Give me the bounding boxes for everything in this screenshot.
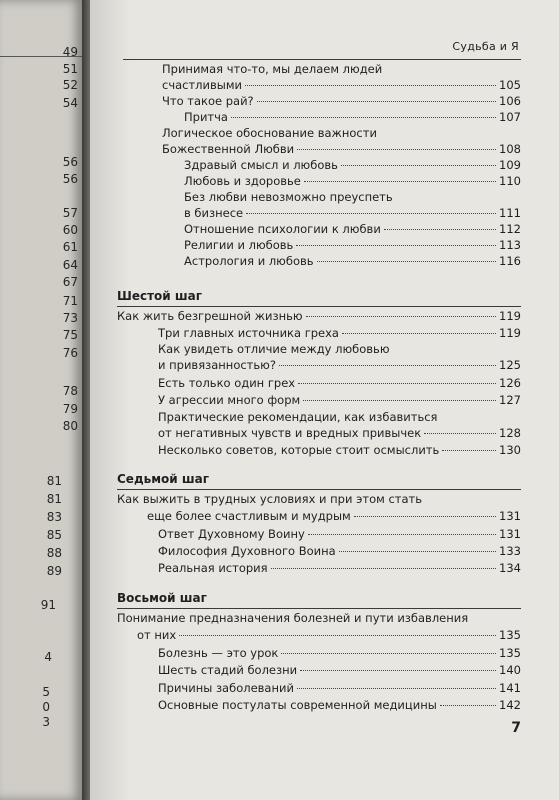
toc-entry <box>158 645 521 662</box>
left-page-number: 83 <box>46 510 62 524</box>
toc-entry-text: Как увидеть отличие между любовью <box>158 342 390 356</box>
left-page-number: 57 <box>62 206 78 220</box>
toc-entry-text: Что такое рай? <box>162 94 254 108</box>
section-rule <box>117 306 521 307</box>
section-rule <box>117 608 521 609</box>
toc-entry-text: Шесть стадий болезни <box>158 663 298 677</box>
left-page-number: 60 <box>62 223 78 237</box>
toc-entry-text: Практические рекомендации, как избавиться <box>158 410 438 424</box>
toc-page-number: 109 <box>499 158 521 172</box>
toc-entry <box>162 141 521 158</box>
leader-dots <box>304 181 496 182</box>
toc-entry <box>158 325 521 342</box>
section-title: Шестой шаг <box>117 289 202 303</box>
toc-entry-text: Философия Духовного Воина <box>158 544 336 558</box>
left-page-number: 0 <box>42 700 50 714</box>
toc-entry <box>158 357 521 374</box>
leader-dots <box>231 117 496 118</box>
left-page-number: 89 <box>46 564 62 578</box>
toc-page-number: 141 <box>499 681 521 695</box>
toc-page-number: 135 <box>499 646 521 660</box>
left-page-number: 71 <box>62 294 78 308</box>
leader-dots <box>354 516 496 517</box>
toc-entry-text: Здравый смысл и любовь <box>184 158 338 172</box>
toc-page-number: 119 <box>499 326 521 340</box>
toc-entry-text: Как выжить в трудных условиях и при этом стать <box>117 492 423 506</box>
toc-entry <box>184 109 521 126</box>
toc-entry-text: и привязанностью? <box>158 358 276 372</box>
toc-entry-text: Три главных источника греха <box>158 326 339 340</box>
leader-dots <box>342 333 496 334</box>
toc-entry-text: Ответ Духовному Воину <box>158 527 305 541</box>
toc-page-number: 107 <box>499 110 521 124</box>
toc-entry-text: Религии и любовь <box>184 238 294 252</box>
leader-dots <box>339 551 496 552</box>
toc-entry-text: еще более счастливым и мудрым <box>147 509 351 523</box>
leader-dots <box>281 653 496 654</box>
toc-entry-text: Принимая что-то, мы делаем людей <box>162 62 383 76</box>
toc-entry <box>117 308 521 325</box>
leader-dots <box>424 433 496 434</box>
leader-dots <box>271 568 496 569</box>
toc-entry <box>158 526 521 543</box>
toc-entry-text: Любовь и здоровье <box>184 174 301 188</box>
toc-entry-text: Без любви невозможно преуспеть <box>184 190 393 204</box>
toc-page-number: 106 <box>499 94 521 108</box>
leader-dots <box>298 383 496 384</box>
toc-entry-text: Основные постулаты современной медицины <box>158 698 437 712</box>
leader-dots <box>308 534 496 535</box>
toc-entry <box>158 680 521 697</box>
toc-entry-text: Причины заболеваний <box>158 681 294 695</box>
toc-entry-text: Отношение психологии к любви <box>184 222 381 236</box>
toc-page-number: 110 <box>499 174 521 188</box>
toc-page <box>90 0 559 800</box>
leader-dots <box>442 450 496 451</box>
toc-page-number: 127 <box>499 393 521 407</box>
left-page-number: 78 <box>62 384 78 398</box>
toc-entry <box>158 697 521 714</box>
left-page-number: 4 <box>44 650 52 664</box>
toc-page-number: 135 <box>499 628 521 642</box>
header-rule <box>123 59 521 60</box>
toc-entry-text: счастливыми <box>162 78 243 92</box>
left-page-number: 67 <box>62 275 78 289</box>
toc-entry-text: Есть только один грех <box>158 376 296 390</box>
toc-entry-text: У агрессии много форм <box>158 393 301 407</box>
toc-entry-text: Несколько советов, которые стоит осмыслить <box>158 443 440 457</box>
left-page-number: 54 <box>62 96 78 110</box>
book-gutter <box>82 0 90 800</box>
toc-entry-text: Реальная история <box>158 561 268 575</box>
toc-page-number: 131 <box>499 527 521 541</box>
toc-entry <box>184 253 521 270</box>
toc-entry-text: Болезнь — это урок <box>158 646 279 660</box>
running-header: Судьба и Я <box>452 40 519 53</box>
toc-page-number: 134 <box>499 561 521 575</box>
toc-entry <box>158 425 521 442</box>
leader-dots <box>246 213 496 214</box>
leader-dots <box>296 245 496 246</box>
toc-page-number: 128 <box>499 426 521 440</box>
left-page-number: 88 <box>46 546 62 560</box>
toc-page-number: 140 <box>499 663 521 677</box>
left-page-number: 52 <box>62 78 78 92</box>
toc-entry-text: Понимание предназначения болезней и пути избавления <box>117 611 469 625</box>
toc-page-number: 125 <box>499 358 521 372</box>
left-page-number: 80 <box>62 419 78 433</box>
left-page-number: 5 <box>42 685 50 699</box>
toc-page-number: 108 <box>499 142 521 156</box>
leader-dots <box>179 635 496 636</box>
toc-page-number: 116 <box>499 254 521 268</box>
toc-page-number: 131 <box>499 509 521 523</box>
leader-dots <box>245 85 496 86</box>
toc-entry <box>137 627 521 644</box>
toc-entry <box>158 543 521 560</box>
toc-entry-text: Астрология и любовь <box>184 254 314 268</box>
left-page-number: 3 <box>42 715 50 729</box>
left-page-number: 85 <box>46 528 62 542</box>
leader-dots <box>317 261 497 262</box>
toc-entry <box>147 508 521 525</box>
toc-page-number: 130 <box>499 443 521 457</box>
toc-entry <box>184 157 521 174</box>
toc-entry-text: Логическое обоснование важности <box>162 126 377 140</box>
toc-page-number: 105 <box>499 78 521 92</box>
toc-page-number: 111 <box>499 206 521 220</box>
left-page-number: 73 <box>62 311 78 325</box>
toc-entry <box>158 662 521 679</box>
toc-entry <box>158 442 521 459</box>
toc-entry <box>184 237 521 254</box>
leader-dots <box>384 229 496 230</box>
leader-dots <box>341 165 496 166</box>
left-page-number: 76 <box>62 346 78 360</box>
section-title: Восьмой шаг <box>117 591 207 605</box>
toc-entry-text: Как жить безгрешной жизнью <box>117 309 303 323</box>
toc-entry <box>184 221 521 238</box>
left-page-number: 91 <box>40 598 56 612</box>
leader-dots <box>279 365 496 366</box>
leader-dots <box>303 400 496 401</box>
left-page-number: 49 <box>62 45 78 59</box>
leader-dots <box>306 316 496 317</box>
leader-dots <box>297 149 496 150</box>
toc-entry <box>184 173 521 190</box>
left-page-number: 79 <box>62 402 78 416</box>
section-rule <box>117 489 521 490</box>
toc-entry-text: от них <box>137 628 177 642</box>
left-page-number: 56 <box>62 155 78 169</box>
toc-entry <box>158 560 521 577</box>
toc-entry-text: в бизнесе <box>184 206 244 220</box>
toc-page-number: 113 <box>499 238 521 252</box>
toc-page-number: 119 <box>499 309 521 323</box>
toc-entry <box>162 77 521 94</box>
toc-entry <box>162 93 521 110</box>
left-page-number: 51 <box>62 62 78 76</box>
leader-dots <box>297 688 496 689</box>
toc-page-number: 142 <box>499 698 521 712</box>
toc-entry-text: от негативных чувств и вредных привычек <box>158 426 422 440</box>
left-page-number: 81 <box>46 492 62 506</box>
toc-entry <box>158 392 521 409</box>
toc-entry-text: Притча <box>184 110 228 124</box>
left-page-number: 56 <box>62 172 78 186</box>
toc-page-number: 126 <box>499 376 521 390</box>
leader-dots <box>300 670 496 671</box>
left-page-number: 81 <box>46 474 62 488</box>
toc-entry <box>184 205 521 222</box>
leader-dots <box>257 101 496 102</box>
left-page-number: 75 <box>62 328 78 342</box>
left-page-number: 61 <box>62 240 78 254</box>
page-number: 7 <box>511 720 521 736</box>
toc-entry <box>158 375 521 392</box>
toc-entry-text: Божественной Любви <box>162 142 295 156</box>
leader-dots <box>440 705 496 706</box>
left-page-number: 64 <box>62 258 78 272</box>
toc-page-number: 112 <box>499 222 521 236</box>
toc-page-number: 133 <box>499 544 521 558</box>
left-page-edge <box>0 0 82 800</box>
section-title: Седьмой шаг <box>117 472 209 486</box>
